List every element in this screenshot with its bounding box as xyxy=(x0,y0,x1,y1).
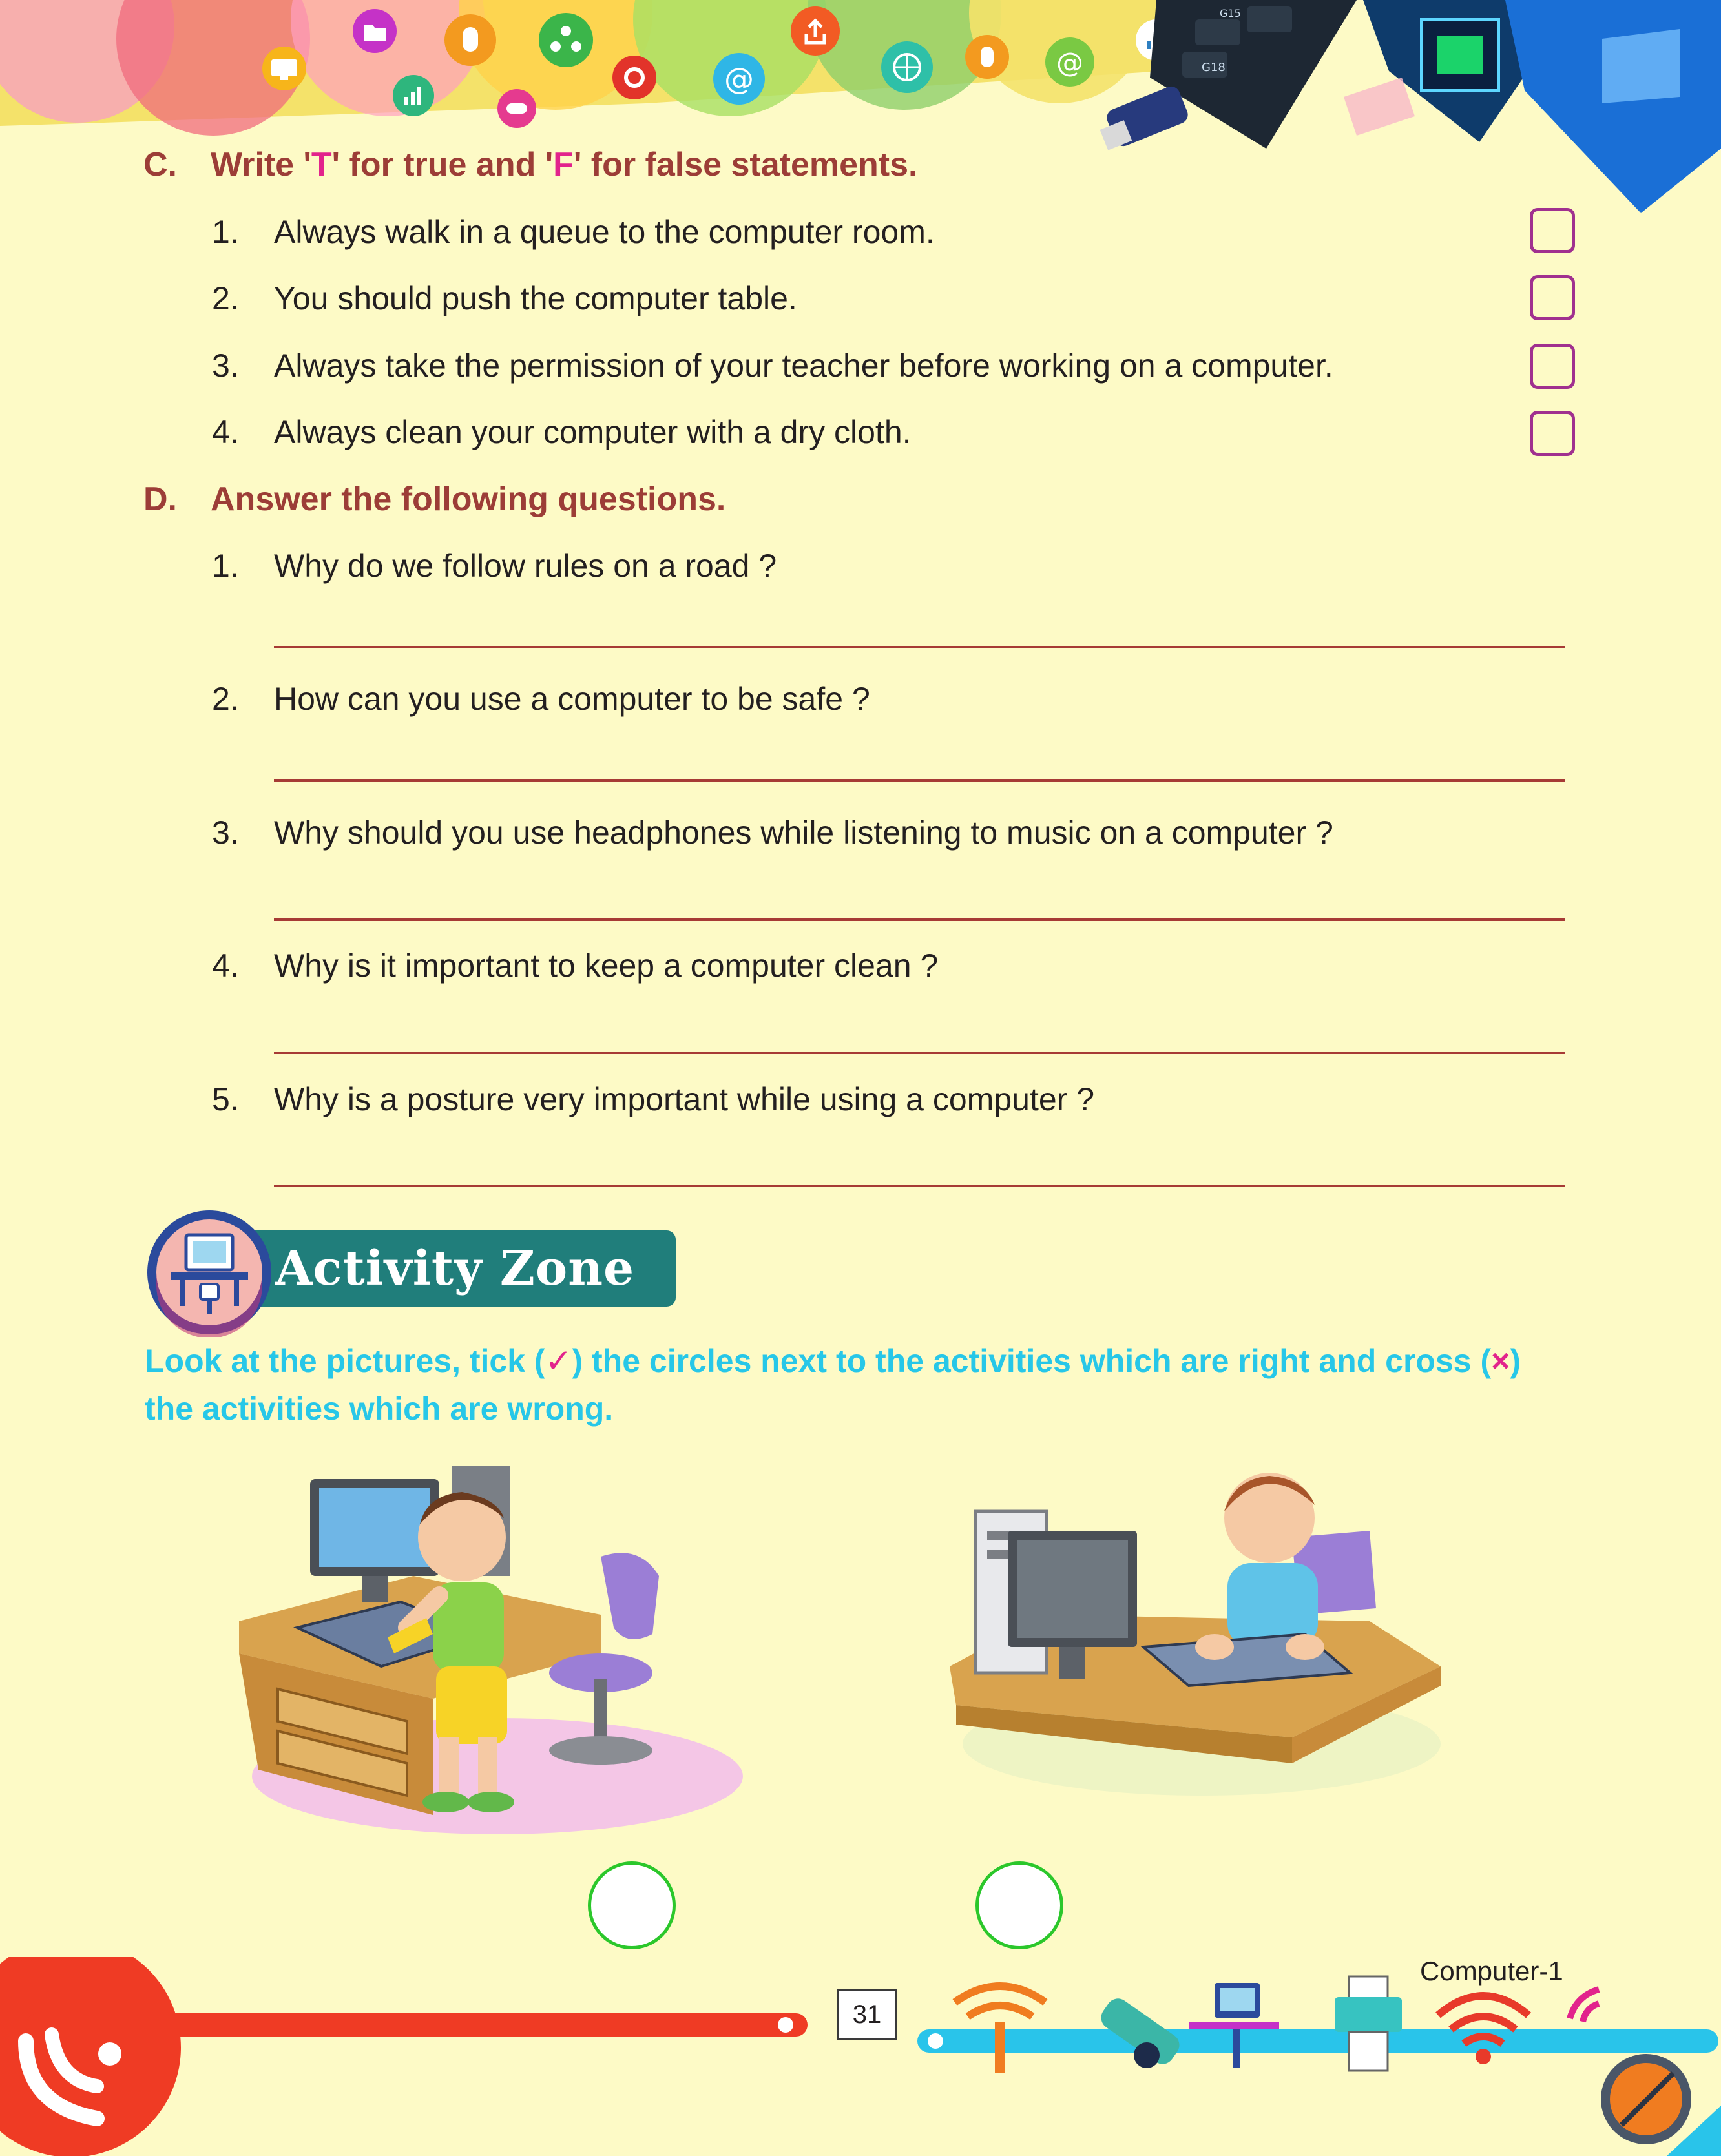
gamepad-icon xyxy=(497,89,536,128)
footer-decoration xyxy=(0,1957,1721,2156)
answer-circle-picture-2[interactable] xyxy=(975,1861,1063,1949)
illustration-boy-banging-keyboard xyxy=(943,1460,1447,1809)
question-text: Why do we follow rules on a road ? xyxy=(274,548,777,584)
book-name: Computer-1 xyxy=(1420,1956,1563,1986)
gears-icon xyxy=(612,56,656,99)
network-icon xyxy=(539,13,593,67)
folder-icon xyxy=(353,9,397,53)
upload-icon xyxy=(791,6,840,56)
activity-zone-banner xyxy=(249,1230,676,1307)
illustration-boy-cleaning-computer xyxy=(239,1466,749,1841)
section-c-letter: C. xyxy=(143,146,177,183)
section-c-title: Write 'T' for true and 'F' for false statements. xyxy=(211,146,918,183)
tf-item-number: 2. xyxy=(212,280,239,316)
activity-zone-title: Activity Zone xyxy=(275,1241,635,1296)
question-text: Why is a posture very important while using a computer ? xyxy=(274,1081,1094,1117)
activity-instruction: Look at the pictures, tick (✓) the circles next to the activities which are right and cross (×) xyxy=(145,1343,1521,1379)
question-text: Why is it important to keep a computer clean ? xyxy=(274,948,939,984)
question-number: 2. xyxy=(212,681,239,717)
question-number: 1. xyxy=(212,548,239,584)
tf-answer-box[interactable] xyxy=(1530,411,1575,456)
monitor-icon xyxy=(262,47,306,90)
answer-line[interactable] xyxy=(274,918,1565,921)
question-number: 5. xyxy=(212,1081,239,1117)
satellite-dish-icon xyxy=(1601,2054,1721,2156)
question-text: Why should you use headphones while listening to music on a computer ? xyxy=(274,814,1333,851)
tick-mark-icon: ✓ xyxy=(545,1343,572,1379)
question-text: How can you use a computer to be safe ? xyxy=(274,681,870,717)
at-sign-icon xyxy=(713,53,765,105)
tf-item-number: 4. xyxy=(212,414,239,450)
usb-drive-icon xyxy=(1100,84,1191,150)
question-number: 3. xyxy=(212,814,239,851)
keyboard-icon xyxy=(1150,0,1357,149)
tf-answer-box[interactable] xyxy=(1530,208,1575,253)
answer-line[interactable] xyxy=(274,1052,1565,1054)
tf-statement: Always walk in a queue to the computer room. xyxy=(274,214,935,250)
svg-text:@: @ xyxy=(1056,47,1083,78)
computer-desk-icon xyxy=(145,1208,274,1337)
printer-icon xyxy=(1335,1976,1402,2071)
tf-answer-box[interactable] xyxy=(1530,275,1575,320)
svg-text:@: @ xyxy=(724,61,754,96)
tf-answer-box[interactable] xyxy=(1530,344,1575,389)
page-number: 31 xyxy=(837,1989,897,2040)
section-d-title: Answer the following questions. xyxy=(211,481,726,518)
answer-line[interactable] xyxy=(274,1185,1565,1187)
cross-mark-icon: × xyxy=(1491,1343,1510,1379)
tf-item-number: 1. xyxy=(212,214,239,250)
globe-icon xyxy=(881,41,933,93)
at-sign-icon xyxy=(1045,37,1094,87)
svg-text:G15: G15 xyxy=(1220,7,1241,19)
computer-desk-icon xyxy=(1189,1983,1279,2068)
section-d-letter: D. xyxy=(143,481,177,518)
mouse-icon xyxy=(965,35,1009,79)
tf-statement: Always take the permission of your teacher before working on a computer. xyxy=(274,347,1333,384)
answer-line[interactable] xyxy=(274,646,1565,648)
answer-line[interactable] xyxy=(274,779,1565,782)
tf-statement: You should push the computer table. xyxy=(274,280,797,316)
chart-icon xyxy=(393,75,434,116)
question-number: 4. xyxy=(212,948,239,984)
mouse-icon xyxy=(444,14,496,66)
tf-item-number: 3. xyxy=(212,347,239,384)
svg-text:G18: G18 xyxy=(1202,61,1226,74)
tf-statement: Always clean your computer with a dry cloth. xyxy=(274,414,912,450)
activity-instruction-line2: the activities which are wrong. xyxy=(145,1391,614,1427)
answer-circle-picture-1[interactable] xyxy=(588,1861,676,1949)
